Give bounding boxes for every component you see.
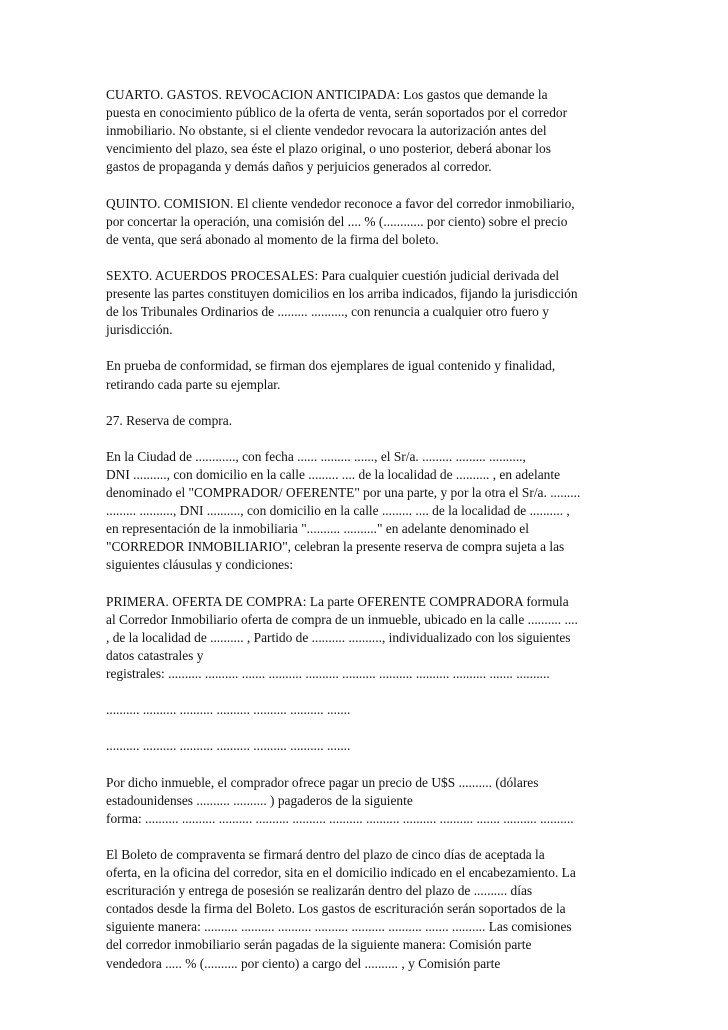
text-line: .......... .......... .......... .......... .......... .......... .......: [106, 702, 351, 718]
text-line: de los Tribunales Ordinarios de ......... .........., con renuncia a cualquier otro fuero y: [106, 304, 549, 320]
text-line: puesta en conocimiento público de la oferta de venta, serán soportados por el corredor: [106, 105, 568, 121]
text-line: QUINTO. COMISION. El cliente vendedor reconoce a favor del corredor inmobiliario,: [106, 195, 575, 211]
text-line: contados desde la firma del Boleto. Los gastos de escrituración serán soportados de la: [106, 901, 566, 917]
text-line: SEXTO. ACUERDOS PROCESALES: Para cualquier cuestión judicial derivada del: [106, 267, 560, 283]
text-line: datos catastrales y: [106, 647, 204, 663]
text-line: ......... .........., DNI .........., con domicilio en la calle ......... .... de la localidad de .......... ,: [106, 503, 570, 519]
paragraph-spacer: [106, 828, 646, 846]
text-line: Por dicho inmueble, el comprador ofrece pagar un precio de U$S .......... (dólares: [106, 774, 539, 790]
text-line: retirando cada parte su ejemplar.: [106, 376, 281, 392]
text-line: al Corredor Inmobiliario oferta de compra de un inmueble, ubicado en la calle .......... ....: [106, 611, 578, 627]
text-line: En la Ciudad de ............, con fecha ...... ......... ......, el Sr/a. ......... ......... ..........,: [106, 448, 526, 464]
text-line: jurisdicción.: [106, 322, 173, 338]
text-line: siguientes cláusulas y condiciones:: [106, 557, 294, 573]
text-line: El Boleto de compraventa se firmará dentro del plazo de cinco días de aceptada la: [106, 846, 545, 862]
text-line: vencimiento del plazo, sea éste el plazo original, o uno posterior, deberá abonar los: [106, 141, 551, 157]
text-line: PRIMERA. OFERTA DE COMPRA: La parte OFERENTE COMPRADORA formula: [106, 593, 569, 609]
text-line: denominado el "COMPRADOR/ OFERENTE" por una parte, y por la otra el Sr/a. .........: [106, 485, 581, 501]
paragraph-spacer: [106, 683, 646, 701]
paragraph-spacer: [106, 249, 646, 267]
text-line: estadounidenses .......... .......... ) pagaderos de la siguiente: [106, 792, 413, 808]
text-line: CUARTO. GASTOS. REVOCACION ANTICIPADA: Los gastos que demande la: [106, 87, 548, 102]
paragraph-spacer: [106, 394, 646, 412]
text-line: gastos de propaganda y demás daños y perjuicios generados al corredor.: [106, 159, 492, 175]
text-line: registrales: .......... .......... ....... .......... .......... .......... .......... .......... .......... ....... ..........: [106, 666, 550, 681]
text-line: En prueba de conformidad, se firman dos ejemplares de igual contenido y finalidad,: [106, 358, 556, 374]
text-line: , de la localidad de .......... , Partido de .......... .........., individualizado con los siguientes: [106, 629, 571, 645]
text-line: siguiente manera: .......... .......... .......... .......... .......... .......... ....... .......... Las comisiones: [106, 919, 572, 935]
text-line: "CORREDOR INMOBILIARIO", celebran la presente reserva de compra sujeta a las: [106, 539, 565, 555]
text-line: .......... .......... .......... .......... .......... .......... .......: [106, 738, 351, 754]
text-line: 27. Reserva de compra.: [106, 412, 233, 428]
text-line: del corredor inmobiliario serán pagadas de la siguiente manera: Comisión parte: [106, 937, 532, 953]
paragraph-spacer: [106, 339, 646, 357]
paragraph-spacer: [106, 575, 646, 593]
document-page: [106, 86, 646, 973]
text-line: de venta, que será abonado al momento de la firma del boleto.: [106, 231, 439, 247]
text-line: en representación de la inmobiliaria ".......... .........." en adelante denominado el: [106, 521, 529, 537]
paragraph-spacer: [106, 176, 646, 194]
text-line: forma: .......... .......... .......... .......... .......... .......... .......... .......... .......... ....... .......... ..........: [106, 810, 574, 826]
text-line: por concertar la operación, una comisión del .... % (............ por ciento) sobre el precio: [106, 213, 568, 229]
paragraph-spacer: [106, 755, 646, 773]
text-line: vendedora ..... % (.......... por ciento) a cargo del .......... , y Comisión parte: [106, 955, 501, 971]
paragraph-spacer: [106, 719, 646, 737]
text-line: presente las partes constituyen domicilios en los arriba indicados, fijando la jurisdicción: [106, 286, 578, 302]
text-line: oferta, en la oficina del corredor, sita en el domicilio indicado en el encabezamiento. La: [106, 865, 576, 881]
text-line: inmobiliario. No obstante, si el cliente vendedor revocara la autorización antes del: [106, 123, 547, 139]
paragraph-spacer: [106, 430, 646, 448]
text-line: DNI .........., con domicilio en la calle ......... .... de la localidad de .......... , en adelante: [106, 466, 561, 482]
text-line: escrituración y entrega de posesión se realizarán dentro del plazo de .......... días: [106, 883, 533, 899]
